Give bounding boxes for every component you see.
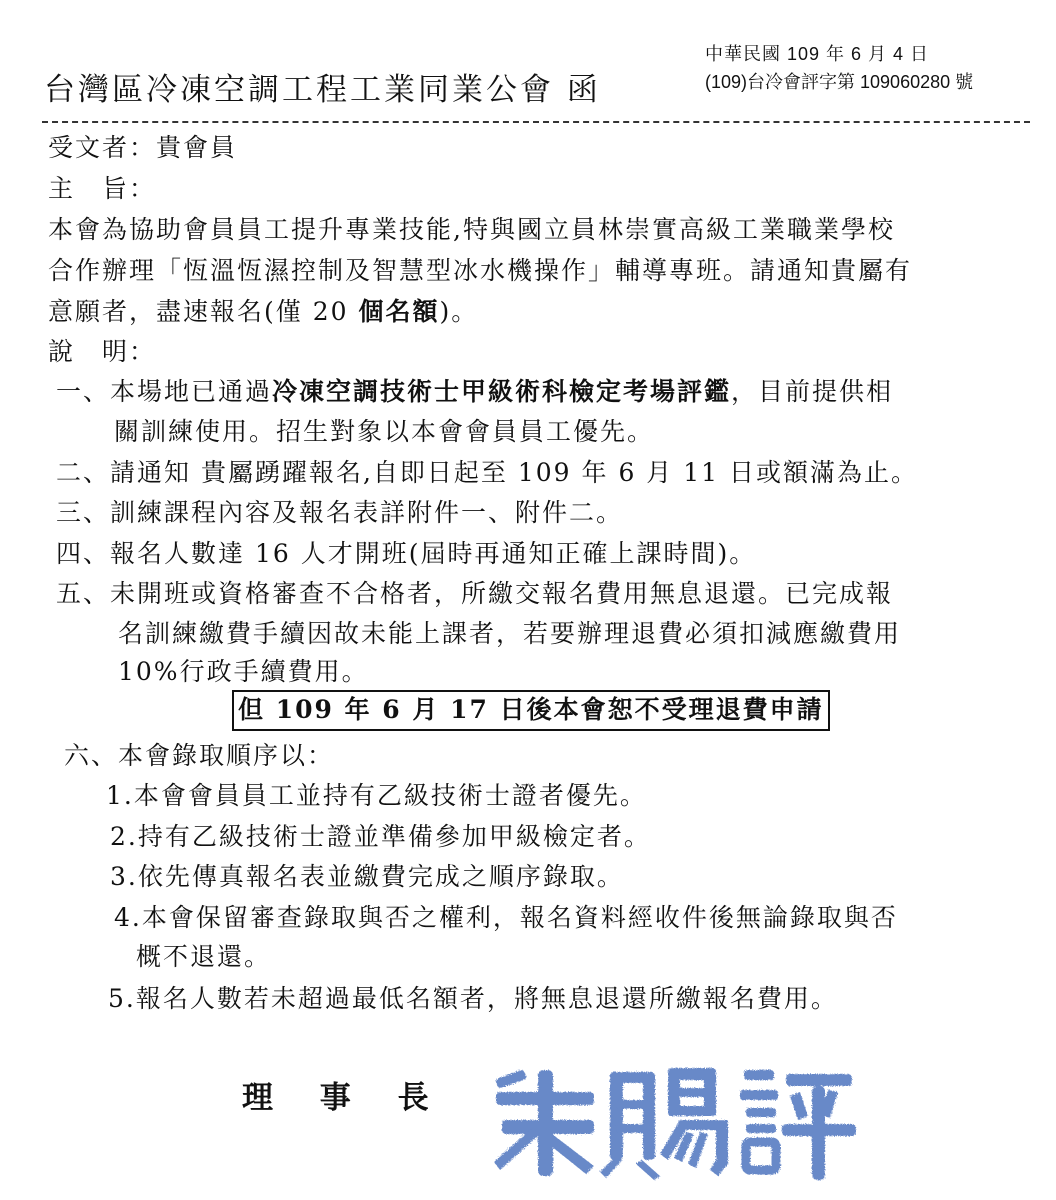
item-6: 六、本會錄取順序以： [64, 741, 335, 770]
subject-line-3 [48, 292, 478, 328]
admission-rule-4-line-2: 概不退還。 [136, 942, 272, 971]
admission-rule-2: 2.持有乙級技術士證並準備參加甲級檢定者。 [110, 822, 651, 851]
signature-glyph-3 [740, 1070, 856, 1180]
item-5-line-3: 10%行政手續費用。 [118, 657, 369, 686]
signature-glyph-2 [600, 1068, 728, 1180]
item-4: 四、報名人數達 16 人才開班(屆時再通知正確上課時間)。 [56, 539, 757, 568]
document-number: (109)台冷會評字第 109060280 號 [705, 72, 974, 92]
refund-deadline-notice: 但 109 年 6 月 17 日後本會恕不受理退費申請 [232, 690, 830, 731]
subject-line-2: 合作辦理「恆溫恆濕控制及智慧型冰水機操作」輔導專班。請通知貴屬有 [48, 256, 913, 285]
item-3: 三、訓練課程內容及報名表詳附件一、附件二。 [56, 498, 624, 527]
admission-rule-1: 1.本會會員員工並持有乙級技術士證者優先。 [106, 781, 647, 810]
item-5-line-1: 五、未開班或資格審查不合格者，所繳交報名費用無息退還。已完成報 [56, 579, 894, 608]
certification-emphasis: 冷凍空調技術士甲級術科檢定考場評鑑 [272, 377, 732, 406]
explanation-label: 說 明： [48, 337, 157, 366]
recipient-line: 受文者：貴會員 [48, 133, 238, 162]
item-1-end: ，目前提供相 [731, 377, 894, 406]
header-divider [42, 121, 1030, 123]
signature-glyph-1 [494, 1069, 594, 1176]
item-1-line-2: 關訓練使用。招生對象以本會會員員工優先。 [114, 417, 655, 446]
item-1-start: 一、本場地已通過 [56, 377, 273, 406]
document-date: 中華民國 109 年 6 月 4 日 [705, 44, 930, 64]
subject-line-1: 本會為協助會員員工提升專業技能,特與國立員林崇實高級工業職業學校 [48, 215, 895, 244]
admission-rule-3: 3.依先傳真報名表並繳費完成之順序錄取。 [110, 862, 624, 891]
quota-emphasis: 個名額 [358, 297, 440, 326]
item-2: 二、請通知 貴屬踴躍報名,自即日起至 109 年 6 月 11 日或額滿為止。 [56, 458, 919, 487]
chairman-title: 理 事 長 [242, 1080, 447, 1116]
subject-line-3-end: )。 [439, 297, 479, 326]
chairman-signature-stamp [482, 1062, 862, 1184]
subject-label: 主 旨： [48, 174, 157, 203]
item-5-line-2: 名訓練繳費手續因故未能上課者，若要辦理退費必須扣減應繳費用 [118, 619, 902, 648]
subject-line-3-start: 意願者，盡速報名(僅 20 [48, 297, 359, 326]
admission-rule-5: 5.報名人數若未超過最低名額者，將無息退還所繳報名費用。 [108, 984, 838, 1013]
organization-title: 台灣區冷凍空調工程工業同業公會 函 [44, 72, 601, 108]
item-1-line-1 [56, 372, 893, 408]
admission-rule-4-line-1: 4.本會保留審查錄取與否之權利，報名資料經收件後無論錄取與否 [114, 903, 898, 932]
